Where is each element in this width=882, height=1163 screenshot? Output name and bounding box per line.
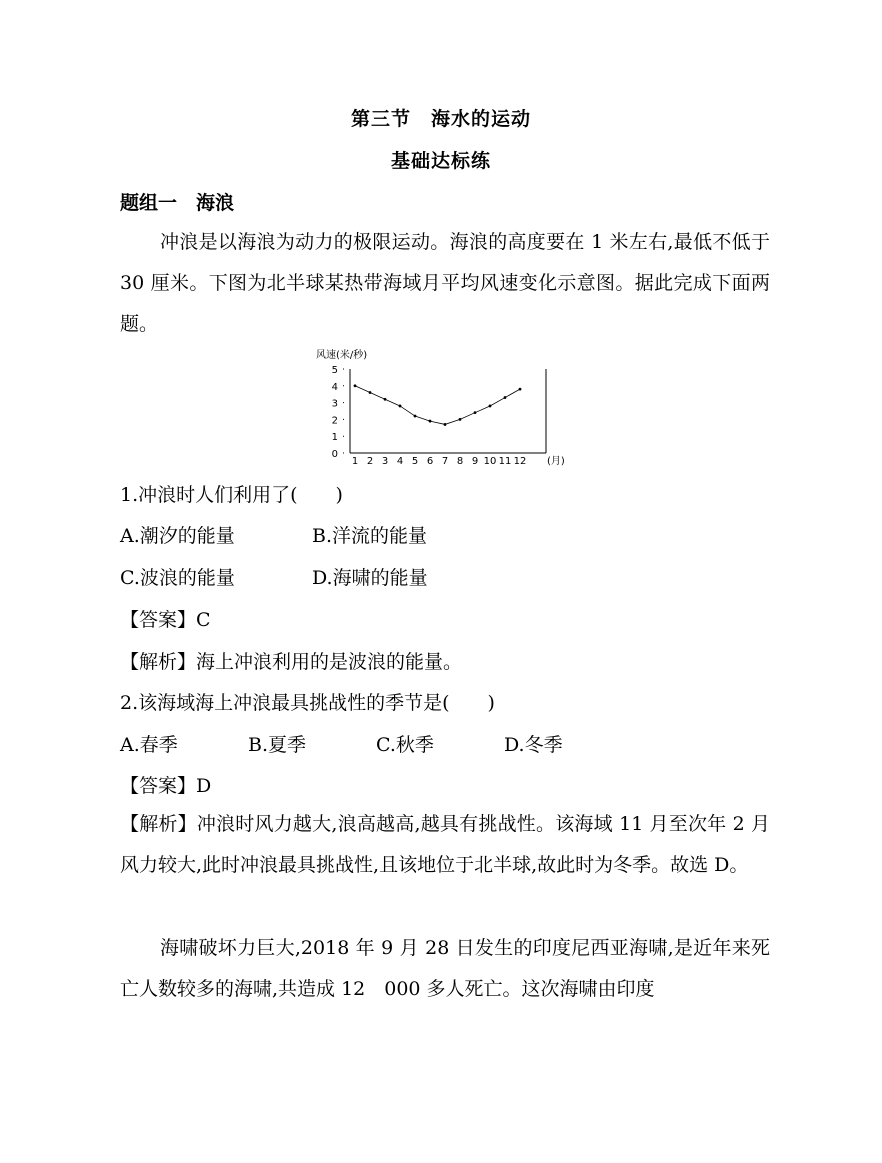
y-tick-label: 4: [331, 381, 338, 393]
intro-paragraph: 冲浪是以海浪为动力的极限运动。海浪的高度要在 1 米左右,最低不低于 30 厘米。下图为北半球某热带海域月平均风速变化示意图。据此完成下面两题。: [120, 231, 770, 335]
q2-option-d: D.冬季: [504, 734, 563, 756]
data-point: [459, 418, 462, 421]
data-point: [519, 388, 522, 391]
data-point: [429, 420, 432, 423]
x-tick-label: 3: [381, 456, 389, 467]
x-tick-label: 6: [426, 456, 434, 467]
y-tick-label: 1: [331, 432, 338, 444]
y-tick-label: 5: [331, 365, 338, 376]
wind-speed-line: [355, 386, 520, 425]
q2-option-a: A.春季: [120, 734, 178, 756]
data-point: [354, 384, 357, 387]
wind-speed-chart: [300, 345, 580, 470]
q2-option-b: B.夏季: [248, 734, 307, 756]
q1-options-row2: [120, 563, 428, 590]
chart-x-unit: (月): [547, 456, 565, 467]
q2-options: [120, 730, 563, 757]
x-tick-label: 1: [351, 456, 359, 467]
q2-option-c: C.秋季: [376, 734, 434, 756]
data-point: [414, 415, 417, 418]
section-heading: 题组一 海浪: [120, 192, 235, 214]
x-tick-label: 4: [396, 456, 404, 467]
x-tick-label: 5: [411, 456, 419, 467]
q1-option-c: C.波浪的能量: [120, 567, 235, 589]
x-tick-label: 9: [471, 456, 479, 467]
data-point: [444, 423, 447, 426]
q1-stem: 1.冲浪时人们利用了( ): [120, 484, 343, 506]
x-tick-label: 12: [513, 456, 527, 467]
q1-analysis: 【解析】海上冲浪利用的是波浪的能量。: [120, 651, 463, 673]
data-point: [369, 391, 372, 394]
x-tick-label: 7: [441, 456, 449, 467]
q1-option-b: B.洋流的能量: [312, 525, 428, 547]
x-tick-label: 11: [498, 456, 512, 467]
x-tick-label: 2: [366, 456, 374, 467]
data-point: [489, 405, 492, 408]
y-tick-label: 2: [331, 415, 338, 427]
chart-y-axis-label: 风速(米/秒): [316, 350, 368, 361]
q1-options-row1: [120, 521, 427, 548]
page-subtitle: 基础达标练: [390, 150, 491, 172]
y-tick-label: 0: [331, 449, 338, 460]
y-tick-label: 3: [331, 398, 338, 410]
page-title: 第三节 海水的运动: [350, 108, 531, 130]
q1-option-d: D.海啸的能量: [312, 567, 428, 589]
q2-answer: 【答案】D: [120, 775, 212, 797]
data-point: [399, 405, 402, 408]
x-tick-label: 8: [456, 456, 464, 467]
q2-analysis: 【解析】冲浪时风力越大,浪高越高,越具有挑战性。该海域 11 月至次年 2 月风力较大,此时冲浪最具挑战性,且该地位于北半球,故此时为冬季。故选 D。: [120, 813, 770, 876]
x-tick-label: 10: [483, 456, 497, 467]
q1-option-a: A.潮汐的能量: [120, 525, 235, 547]
data-point: [384, 398, 387, 401]
data-point: [474, 411, 477, 414]
data-point: [504, 396, 507, 399]
q1-answer: 【答案】C: [120, 609, 211, 631]
q2-stem: 2.该海域海上冲浪最具挑战性的季节是( ): [120, 692, 495, 714]
tail-paragraph: 海啸破坏力巨大,2018 年 9 月 28 日发生的印度尼西亚海啸,是近年来死亡人数较多的海啸,共造成 12 000 多人死亡。这次海啸由印度: [120, 937, 770, 1000]
